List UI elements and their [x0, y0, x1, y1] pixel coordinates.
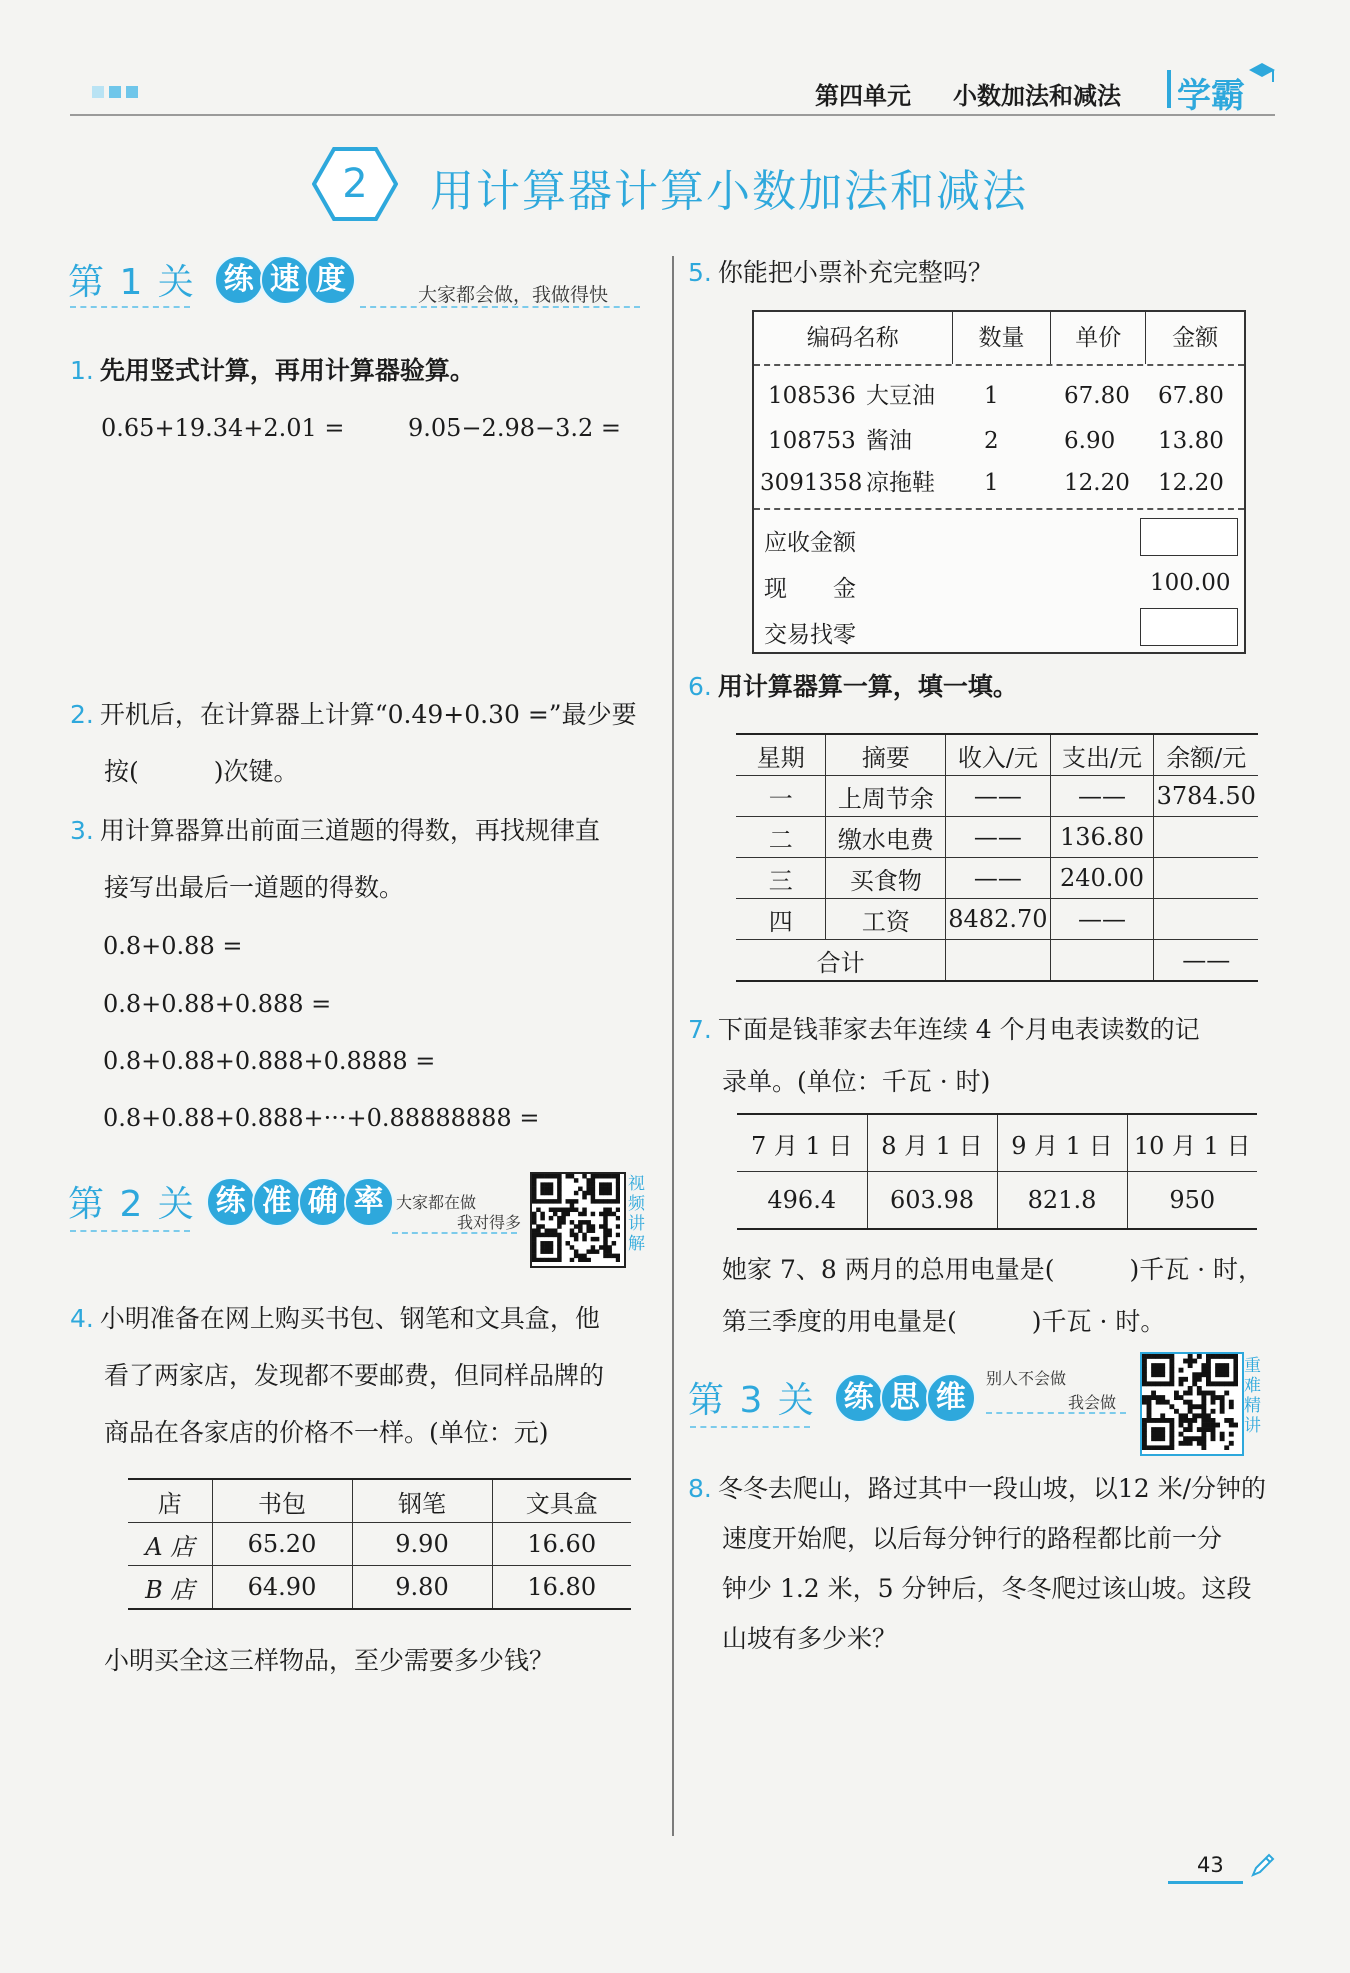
- section-3-slogan-underline: [986, 1412, 1126, 1414]
- table-cell: 二: [736, 817, 826, 858]
- receipt-item: [754, 374, 1244, 418]
- qr-label-char: 重: [1244, 1356, 1261, 1376]
- column-divider: [672, 256, 674, 1836]
- qr-code-lecture[interactable]: [1140, 1352, 1244, 1456]
- item-qty: 1: [984, 383, 999, 409]
- total-income-blank[interactable]: [946, 940, 1050, 982]
- table-cell: 64.90: [212, 1566, 352, 1610]
- table-header: 余额/元: [1154, 734, 1258, 776]
- receipt-divider: [754, 508, 1244, 510]
- item-code: 108753: [768, 428, 856, 454]
- question-number: 8.: [688, 1474, 712, 1503]
- lesson-title: 用计算器计算小数加法和减法: [430, 166, 1028, 217]
- table-cell: 16.80: [492, 1566, 631, 1610]
- header-topic: 小数加法和减法: [953, 82, 1121, 110]
- table-cell: ——: [1050, 899, 1154, 940]
- section-2-bubble: 确: [298, 1177, 348, 1227]
- table-header: 收入/元: [946, 734, 1050, 776]
- question-number: 2.: [70, 700, 94, 729]
- q1-expression-1: 0.65+19.34+2.01 =: [101, 414, 345, 442]
- table-header: 摘要: [826, 734, 946, 776]
- question-8: [688, 1464, 1266, 1664]
- table-cell: 9.80: [352, 1566, 492, 1610]
- question-6: [688, 658, 1018, 715]
- question-3-line-2: 接写出最后一道题的得数。: [104, 873, 405, 902]
- section-2-slogan-2: 我对得多: [457, 1213, 522, 1232]
- item-name: 凉拖鞋: [866, 470, 935, 496]
- section-2-heading: [68, 1176, 394, 1227]
- question-7-line-2: 录单。(单位：千瓦 · 时): [722, 1067, 991, 1096]
- receipt-item: [754, 419, 1244, 463]
- section-1-heading: [68, 254, 356, 305]
- table-cell: 950: [1127, 1172, 1257, 1230]
- question-2-line-2: 按( )次键。: [104, 757, 299, 786]
- receipt-item: [754, 461, 1244, 505]
- item-price: 6.90: [1064, 428, 1116, 454]
- table-cell: 603.98: [867, 1172, 997, 1230]
- question-7-blanks: [722, 1244, 1263, 1348]
- table-cell: 三: [736, 858, 826, 899]
- q3-expression: 0.8+0.88+0.888+0.8888 =: [103, 1047, 436, 1075]
- table-cell: 3784.50: [1154, 776, 1258, 817]
- table-cell: A 店: [128, 1523, 212, 1566]
- brand-logo: 学霸: [1177, 76, 1245, 116]
- question-2: [70, 686, 637, 800]
- table-cell: ——: [1050, 776, 1154, 817]
- section-1-bubble: 速: [260, 255, 310, 305]
- table-cell: 240.00: [1050, 858, 1154, 899]
- qr-label-char: 精: [1244, 1396, 1261, 1416]
- section-3-label: 第 3 关: [688, 1380, 816, 1421]
- item-amount: 13.80: [1158, 428, 1224, 454]
- table-cell: 65.20: [212, 1523, 352, 1566]
- qr-label-lecture: [1244, 1356, 1264, 1436]
- item-qty: 1: [984, 470, 999, 496]
- question-8-line-3: 钟少 1.2 米，5 分钟后，冬冬爬过该山坡。这段: [722, 1574, 1252, 1603]
- balance-blank[interactable]: [1154, 817, 1258, 858]
- section-1-bubble: 度: [306, 255, 356, 305]
- table-header: 钢笔: [352, 1479, 492, 1523]
- table-cell: 买食物: [826, 858, 946, 899]
- question-5: [688, 244, 993, 301]
- section-2-bubble: 准: [252, 1177, 302, 1227]
- section-1-bubble: 练: [214, 255, 264, 305]
- question-4: [70, 1290, 604, 1461]
- table-header: 支出/元: [1050, 734, 1154, 776]
- balance-blank[interactable]: [1154, 899, 1258, 940]
- section-1-slogan: 大家都会做，我做得快: [418, 284, 609, 306]
- table-cell: 工资: [826, 899, 946, 940]
- ledger-table: [736, 733, 1258, 982]
- question-7-line-4: 第三季度的用电量是( )千瓦 · 时。: [722, 1307, 1166, 1336]
- table-cell: 136.80: [1050, 817, 1154, 858]
- question-8-line-4: 山坡有多少米？: [722, 1624, 898, 1653]
- table-header: 星期: [736, 734, 826, 776]
- qr-pattern: [1142, 1354, 1238, 1450]
- receipt-header: 金额: [1172, 325, 1219, 351]
- receipt: [752, 310, 1246, 654]
- question-4-line-3: 商品在各家店的价格不一样。(单位：元): [104, 1418, 549, 1447]
- header-decoration: [92, 86, 138, 98]
- question-number: 4.: [70, 1304, 94, 1333]
- table-cell: 一: [736, 776, 826, 817]
- item-name: 大豆油: [866, 383, 935, 409]
- table-cell: 8482.70: [946, 899, 1050, 940]
- qr-pattern: [532, 1174, 620, 1262]
- qr-label-char: 讲: [1244, 1416, 1261, 1436]
- qr-label-char: 解: [628, 1234, 645, 1254]
- section-3-underline: [690, 1426, 810, 1428]
- question-1-text: 先用竖式计算，再用计算器验算。: [99, 356, 475, 385]
- price-table: [128, 1478, 631, 1610]
- change-label: 交易找零: [764, 622, 856, 648]
- question-number: 6.: [688, 672, 712, 701]
- header-rule: [70, 114, 1275, 116]
- question-number: 7.: [688, 1015, 712, 1044]
- section-2-label: 第 2 关: [68, 1184, 196, 1225]
- header-unit: 第四单元: [815, 82, 911, 110]
- qr-label-char: 讲: [628, 1214, 645, 1234]
- cash-label: 现 金: [764, 576, 856, 602]
- table-cell: 16.60: [492, 1523, 631, 1566]
- receipt-header: 编码名称: [754, 312, 953, 364]
- question-2-line-1: 开机后，在计算器上计算“0.49+0.30 =”最少要: [99, 700, 637, 729]
- table-cell: 四: [736, 899, 826, 940]
- question-4-line-2: 看了两家店，发现都不要邮费，但同样品牌的: [104, 1361, 605, 1390]
- total-expense-blank[interactable]: [1050, 940, 1154, 982]
- graduation-cap-icon: [1247, 58, 1277, 88]
- qr-code-video[interactable]: [530, 1172, 626, 1268]
- table-cell: ——: [946, 817, 1050, 858]
- section-3-slogan-2: 我会做: [1068, 1393, 1117, 1412]
- table-header: 8 月 1 日: [867, 1114, 997, 1172]
- section-3-heading: [688, 1372, 976, 1423]
- q3-expression: 0.8+0.88+0.888+···+0.88888888 =: [103, 1104, 540, 1132]
- question-number: 1.: [70, 356, 94, 385]
- qr-label-char: 难: [1244, 1376, 1261, 1396]
- table-cell: 496.4: [737, 1172, 867, 1230]
- qr-label-char: 频: [628, 1194, 645, 1214]
- item-qty: 2: [984, 428, 999, 454]
- question-5-text: 你能把小票补充完整吗？: [717, 258, 993, 287]
- table-header: 店: [128, 1479, 212, 1523]
- item-amount: 67.80: [1158, 383, 1224, 409]
- page-number-rule: [1168, 1881, 1243, 1884]
- table-cell: 821.8: [997, 1172, 1127, 1230]
- question-8-line-1: 冬冬去爬山，路过其中一段山坡，以12 米/分钟的: [717, 1474, 1267, 1503]
- qr-label-video: [628, 1174, 648, 1254]
- header-separator: [1167, 70, 1171, 108]
- section-3-slogan-1: 别人不会做: [986, 1369, 1067, 1388]
- question-number: 3.: [70, 816, 94, 845]
- item-price: 67.80: [1064, 383, 1130, 409]
- cash-value: 100.00: [1150, 570, 1231, 596]
- section-3-bubble: 维: [926, 1373, 976, 1423]
- lesson-number: 2: [342, 161, 368, 207]
- table-header: 文具盒: [492, 1479, 631, 1523]
- table-cell: 缴水电费: [826, 817, 946, 858]
- question-7-line-1: 下面是钱菲家去年连续 4 个月电表读数的记: [717, 1015, 1200, 1044]
- due-amount-box[interactable]: [1140, 518, 1238, 556]
- question-4-ask: 小明买全这三样物品，至少需要多少钱？: [104, 1646, 555, 1675]
- question-8-line-2: 速度开始爬，以后每分钟行的路程都比前一分: [722, 1524, 1223, 1553]
- section-2-slogan-underline: [392, 1232, 517, 1234]
- pencil-icon: [1249, 1851, 1277, 1879]
- receipt-header-row: [754, 312, 1244, 366]
- change-amount-box[interactable]: [1140, 608, 1238, 646]
- table-header: 10 月 1 日: [1127, 1114, 1257, 1172]
- question-4-line-1: 小明准备在网上购买书包、钢笔和文具盒，他: [99, 1304, 600, 1333]
- due-label: 应收金额: [764, 530, 856, 556]
- meter-table: [737, 1113, 1257, 1230]
- table-header: 7 月 1 日: [737, 1114, 867, 1172]
- table-header: 9 月 1 日: [997, 1114, 1127, 1172]
- item-price: 12.20: [1064, 470, 1130, 496]
- question-7: [688, 1004, 1200, 1108]
- receipt-header: 单价: [1051, 312, 1146, 364]
- section-3-bubble: 练: [834, 1373, 884, 1423]
- section-2-underline: [70, 1230, 190, 1232]
- q3-expression: 0.8+0.88 =: [103, 932, 243, 960]
- table-cell: 9.90: [352, 1523, 492, 1566]
- table-cell: ——: [946, 776, 1050, 817]
- item-name: 酱油: [866, 428, 912, 454]
- section-1-label: 第 1 关: [68, 262, 196, 303]
- item-code: 108536: [768, 383, 856, 409]
- q1-expression-2: 9.05−2.98−3.2 =: [408, 414, 621, 442]
- table-cell: 上周节余: [826, 776, 946, 817]
- total-label: 合计: [736, 940, 946, 982]
- qr-label-char: 视: [628, 1174, 645, 1194]
- question-3: [70, 802, 600, 916]
- table-cell: ——: [946, 858, 1050, 899]
- q3-expression: 0.8+0.88+0.888 =: [103, 990, 332, 1018]
- table-cell: B 店: [128, 1566, 212, 1610]
- question-number: 5.: [688, 258, 712, 287]
- section-2-bubble: 练: [206, 1177, 256, 1227]
- item-amount: 12.20: [1158, 470, 1224, 496]
- section-2-slogan-1: 大家都在做: [396, 1193, 477, 1212]
- section-3-bubble: 思: [880, 1373, 930, 1423]
- section-2-bubble: 率: [344, 1177, 394, 1227]
- table-header: 书包: [212, 1479, 352, 1523]
- page-number: 43: [1197, 1853, 1224, 1877]
- question-6-text: 用计算器算一算，填一填。: [717, 672, 1018, 701]
- question-1: [70, 342, 475, 399]
- table-cell: ——: [1154, 940, 1258, 982]
- question-3-line-1: 用计算器算出前面三道题的得数，再找规律直: [99, 816, 600, 845]
- section-1-underline: [70, 306, 190, 308]
- question-7-line-3: 她家 7、8 两月的总用电量是( )千瓦 · 时，: [722, 1255, 1264, 1284]
- item-code: 3091358: [760, 470, 863, 496]
- balance-blank[interactable]: [1154, 858, 1258, 899]
- receipt-header: 数量: [953, 312, 1052, 364]
